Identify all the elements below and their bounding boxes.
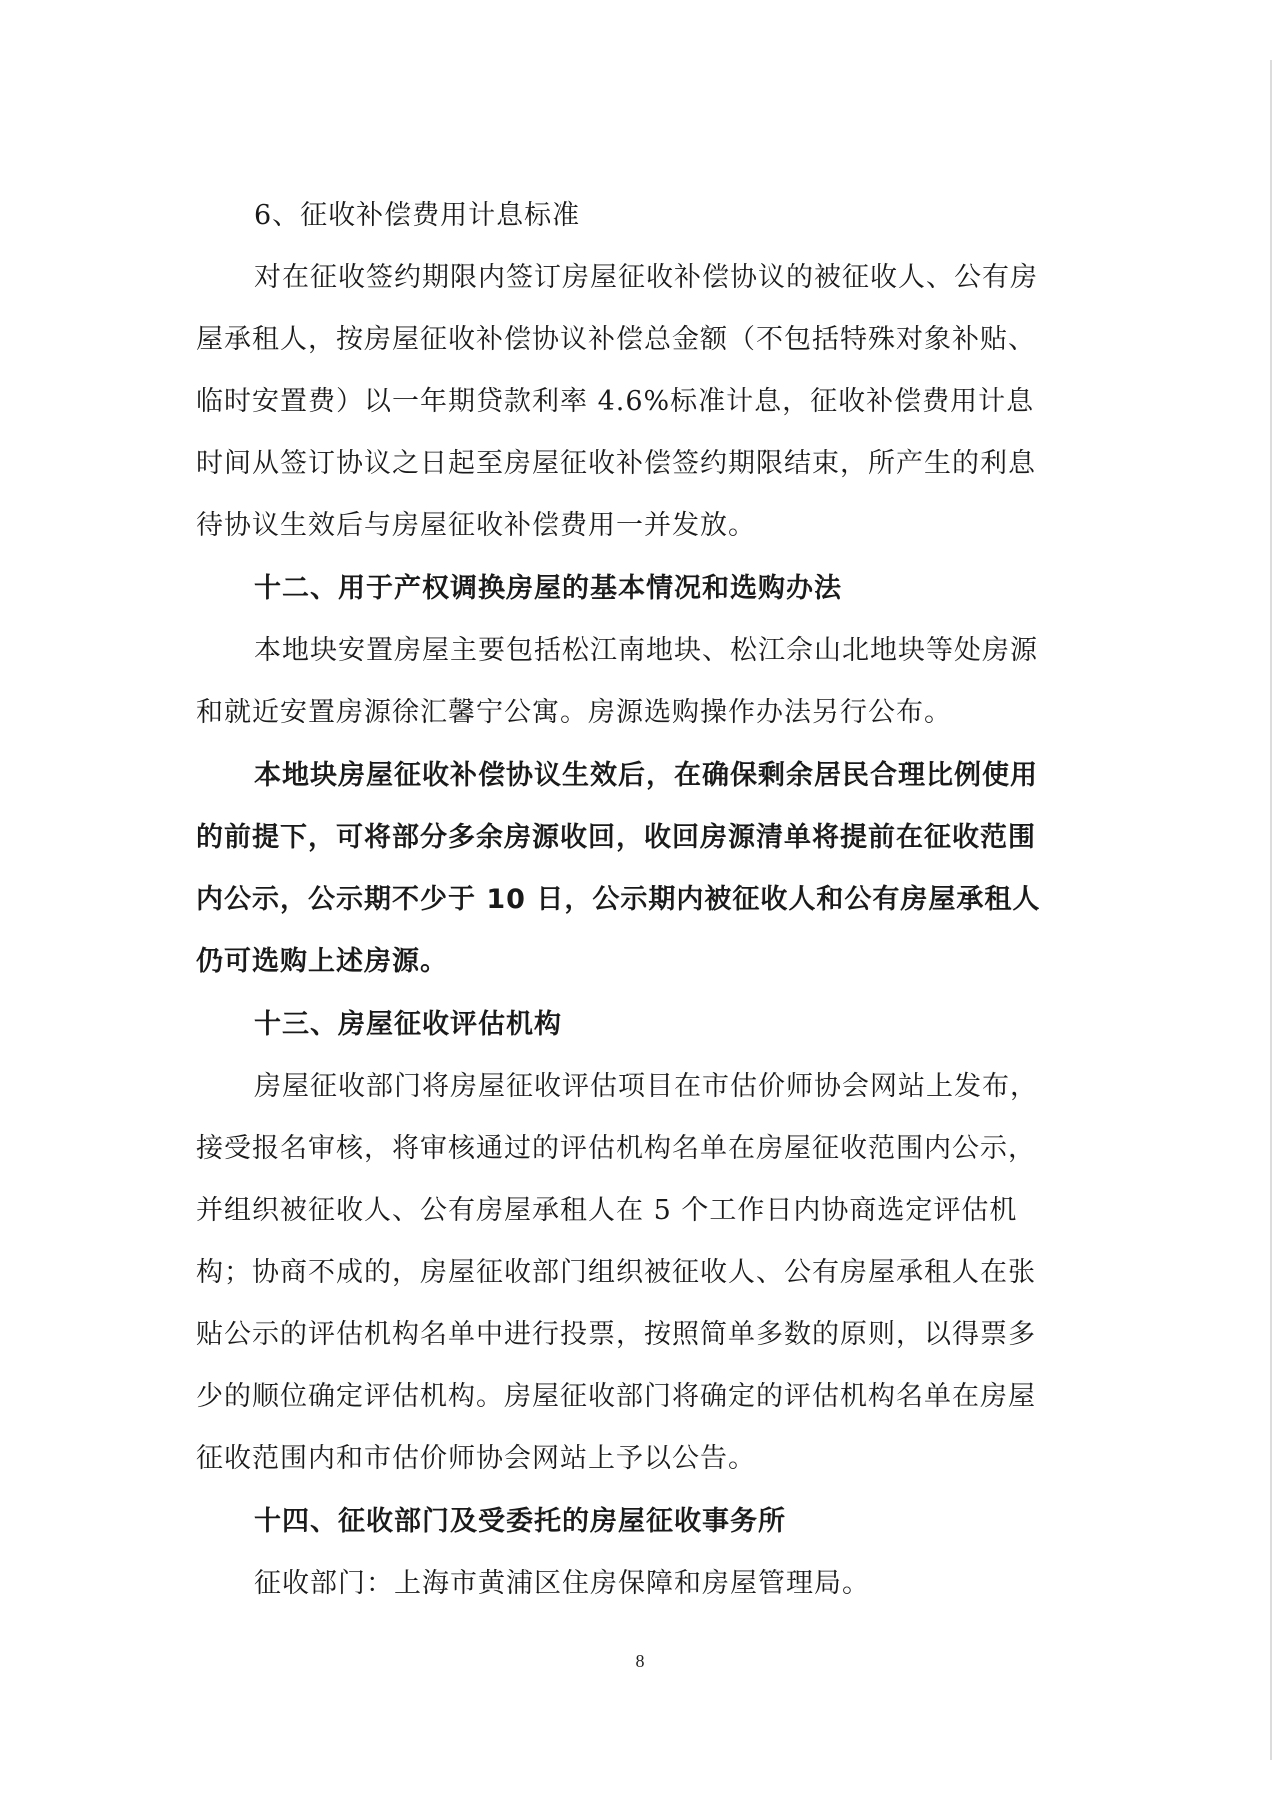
paragraph-line: 待协议生效后与房屋征收补偿费用一并发放。 (196, 510, 756, 541)
paragraph-line: 征收范围内和市估价师协会网站上予以公告。 (196, 1443, 756, 1474)
paragraph-line: 贴公示的评估机构名单中进行投票，按照简单多数的原则，以得票多 (196, 1319, 1036, 1350)
bold-paragraph-line: 仍可选购上述房源。 (196, 946, 448, 977)
paragraph-line: 对在征收签约期限内签订房屋征收补偿协议的被征收人、公有房 (254, 262, 1038, 293)
section-heading-6: 6、征收补偿费用计息标准 (254, 200, 581, 231)
paragraph-line: 并组织被征收人、公有房屋承租人在 5 个工作日内协商选定评估机 (196, 1195, 1018, 1226)
section-heading-13: 十三、房屋征收评估机构 (254, 1009, 562, 1040)
paragraph-line: 本地块安置房屋主要包括松江南地块、松江佘山北地块等处房源 (254, 635, 1038, 666)
paragraph-line: 构；协商不成的，房屋征收部门组织被征收人、公有房屋承租人在张 (196, 1257, 1036, 1288)
paragraph-line: 和就近安置房源徐汇馨宁公寓。房源选购操作办法另行公布。 (196, 697, 952, 728)
paragraph-line: 征收部门：上海市黄浦区住房保障和房屋管理局。 (254, 1568, 870, 1599)
paragraph-line: 时间从签订协议之日起至房屋征收补偿签约期限结束，所产生的利息 (196, 448, 1036, 479)
section-heading-12: 十二、用于产权调换房屋的基本情况和选购办法 (254, 573, 842, 604)
section-heading-14: 十四、征收部门及受委托的房屋征收事务所 (254, 1506, 786, 1537)
bold-paragraph-line: 本地块房屋征收补偿协议生效后，在确保剩余居民合理比例使用 (254, 760, 1038, 791)
paragraph-line: 接受报名审核，将审核通过的评估机构名单在房屋征收范围内公示， (196, 1133, 1036, 1164)
bold-paragraph-line: 的前提下，可将部分多余房源收回，收回房源清单将提前在征收范围 (196, 822, 1036, 853)
page-content (196, 202, 1076, 1597)
paragraph-line: 临时安置费）以一年期贷款利率 4.6%标准计息，征收补偿费用计息 (196, 386, 1035, 417)
paragraph-line: 房屋征收部门将房屋征收评估项目在市估价师协会网站上发布， (254, 1071, 1038, 1102)
scan-edge-line (1270, 60, 1272, 1760)
bold-paragraph-line: 内公示，公示期不少于 10 日，公示期内被征收人和公有房屋承租人 (196, 884, 1041, 915)
paragraph-line: 屋承租人，按房屋征收补偿协议补偿总金额（不包括特殊对象补贴、 (196, 324, 1036, 355)
paragraph-line: 少的顺位确定评估机构。房屋征收部门将确定的评估机构名单在房屋 (196, 1381, 1036, 1412)
page-number: 8 (635, 1651, 645, 1671)
